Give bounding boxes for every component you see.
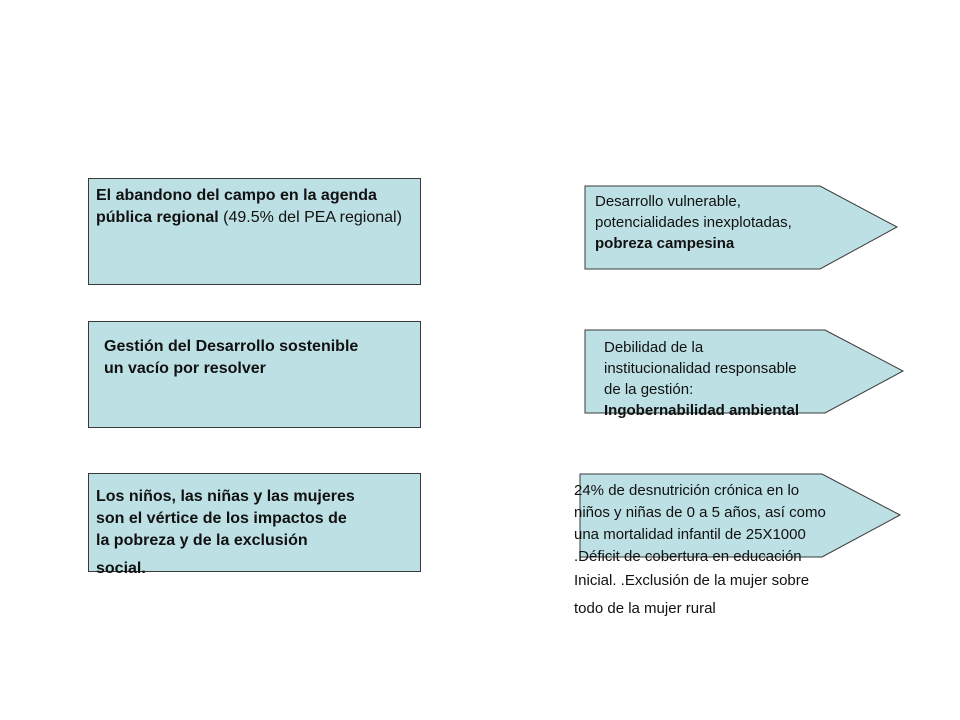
effect-arrow-2-line-3: de la gestión: bbox=[604, 381, 694, 398]
effect-arrow-2-line-2: institucionalidad responsable bbox=[604, 360, 797, 377]
effect-arrow-1-line-3: pobreza campesina bbox=[595, 235, 735, 252]
problem-box-2-line-2: un vacío por resolver bbox=[104, 360, 266, 377]
effect-arrow-3-line-4: .Déficit de cobertura en educación bbox=[574, 548, 802, 565]
effect-arrow-1-line-1: Desarrollo vulnerable, bbox=[595, 193, 741, 210]
problem-box-2-line-1: Gestión del Desarrollo sostenible bbox=[104, 338, 359, 355]
effect-arrow-3-line-2: niños y niñas de 0 a 5 años, así como bbox=[574, 504, 826, 521]
effect-arrow-3-line-3: una mortalidad infantil de 25X1000 bbox=[574, 526, 806, 543]
effect-arrow-2-line-1: Debilidad de la bbox=[604, 339, 704, 356]
problem-box-1-bold: El abandono del campo en la agenda pública regional bbox=[96, 187, 377, 226]
effect-arrow-3-line-5: Inicial. .Exclusión de la mujer sobre bbox=[574, 572, 810, 589]
problem-box-3-line-2: son el vértice de los impactos de bbox=[96, 510, 347, 527]
effect-arrow-2-text bbox=[604, 337, 799, 421]
problem-box-3-line-1: Los niños, las niñas y las mujeres bbox=[96, 488, 355, 505]
effect-arrow-3-line-6: todo de la mujer rural bbox=[574, 600, 716, 617]
effect-arrow-1-text bbox=[595, 191, 792, 254]
problem-box-3-line-3: la pobreza y de la exclusión bbox=[96, 532, 308, 549]
effect-arrow-3-line-1: 24% de desnutrición crónica en lo bbox=[574, 482, 800, 499]
problem-box-1-normal: (49.5% del PEA regional) bbox=[218, 209, 402, 226]
problem-box-3-line-4: social. bbox=[96, 560, 146, 577]
effect-arrow-1-line-2: potencialidades inexplotadas, bbox=[595, 214, 792, 231]
effect-arrow-2-line-4: Ingobernabilidad ambiental bbox=[604, 402, 800, 419]
